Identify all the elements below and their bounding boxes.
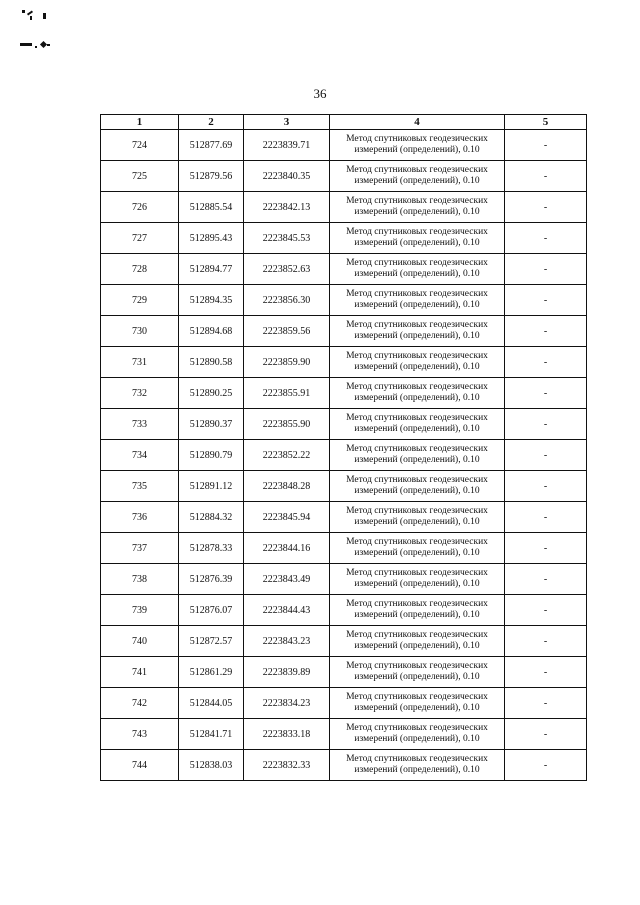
y-coordinate-cell: 2223833.18: [244, 719, 330, 750]
method-cell: [330, 440, 505, 471]
method-text-line: Метод спутниковых геодезических: [346, 598, 488, 609]
method-text-line: Метод спутниковых геодезических: [346, 412, 488, 423]
y-coordinate-cell: 2223856.30: [244, 285, 330, 316]
y-coordinate-cell: 2223844.16: [244, 533, 330, 564]
point-number-cell: 743: [101, 719, 179, 750]
method-text-line: Метод спутниковых геодезических: [346, 257, 488, 268]
note-cell: -: [505, 688, 587, 719]
method-cell: [330, 657, 505, 688]
note-cell: -: [505, 285, 587, 316]
table-row: [101, 161, 587, 192]
method-text-line: Метод спутниковых геодезических: [346, 474, 488, 485]
method-cell: [330, 223, 505, 254]
method-text-line: измерений (определений), 0.10: [354, 486, 480, 496]
method-cell: [330, 471, 505, 502]
point-number-cell: 737: [101, 533, 179, 564]
y-coordinate-cell: 2223834.23: [244, 688, 330, 719]
method-text-line: измерений (определений), 0.10: [354, 765, 480, 775]
point-number-cell: 742: [101, 688, 179, 719]
method-text-line: измерений (определений), 0.10: [354, 238, 480, 248]
table-row: [101, 316, 587, 347]
table-row: [101, 409, 587, 440]
x-coordinate-cell: 512876.07: [179, 595, 244, 626]
table-header-row: [101, 115, 587, 130]
method-text-line: измерений (определений), 0.10: [354, 455, 480, 465]
table-row: [101, 440, 587, 471]
x-coordinate-cell: 512838.03: [179, 750, 244, 781]
y-coordinate-cell: 2223852.22: [244, 440, 330, 471]
table-row: [101, 223, 587, 254]
scan-mark: [27, 10, 33, 15]
column-header: 5: [505, 115, 587, 130]
x-coordinate-cell: 512890.58: [179, 347, 244, 378]
table-row: [101, 192, 587, 223]
x-coordinate-cell: 512894.77: [179, 254, 244, 285]
table-row: [101, 130, 587, 161]
note-cell: -: [505, 378, 587, 409]
point-number-cell: 729: [101, 285, 179, 316]
method-cell: [330, 750, 505, 781]
note-cell: -: [505, 719, 587, 750]
point-number-cell: 728: [101, 254, 179, 285]
method-text-line: измерений (определений), 0.10: [354, 393, 480, 403]
point-number-cell: 740: [101, 626, 179, 657]
x-coordinate-cell: 512885.54: [179, 192, 244, 223]
method-text-line: Метод спутниковых геодезических: [346, 691, 488, 702]
method-text-line: измерений (определений), 0.10: [354, 548, 480, 558]
column-header: 1: [101, 115, 179, 130]
method-cell: [330, 285, 505, 316]
table-row: [101, 533, 587, 564]
y-coordinate-cell: 2223848.28: [244, 471, 330, 502]
method-cell: [330, 347, 505, 378]
x-coordinate-cell: 512841.71: [179, 719, 244, 750]
note-cell: -: [505, 564, 587, 595]
point-number-cell: 727: [101, 223, 179, 254]
point-number-cell: 738: [101, 564, 179, 595]
point-number-cell: 741: [101, 657, 179, 688]
table-row: [101, 626, 587, 657]
method-cell: [330, 316, 505, 347]
method-cell: [330, 533, 505, 564]
method-cell: [330, 161, 505, 192]
y-coordinate-cell: 2223859.90: [244, 347, 330, 378]
note-cell: -: [505, 130, 587, 161]
point-number-cell: 726: [101, 192, 179, 223]
table-row: [101, 254, 587, 285]
method-cell: [330, 688, 505, 719]
y-coordinate-cell: 2223855.90: [244, 409, 330, 440]
table-row: [101, 471, 587, 502]
note-cell: -: [505, 595, 587, 626]
note-cell: -: [505, 502, 587, 533]
scan-mark: [30, 16, 32, 20]
method-text-line: Метод спутниковых геодезических: [346, 629, 488, 640]
note-cell: -: [505, 471, 587, 502]
method-text-line: измерений (определений), 0.10: [354, 424, 480, 434]
x-coordinate-cell: 512876.39: [179, 564, 244, 595]
note-cell: -: [505, 409, 587, 440]
x-coordinate-cell: 512890.79: [179, 440, 244, 471]
y-coordinate-cell: 2223839.89: [244, 657, 330, 688]
point-number-cell: 730: [101, 316, 179, 347]
x-coordinate-cell: 512895.43: [179, 223, 244, 254]
note-cell: -: [505, 254, 587, 285]
y-coordinate-cell: 2223832.33: [244, 750, 330, 781]
table-row: [101, 347, 587, 378]
method-text-line: Метод спутниковых геодезических: [346, 350, 488, 361]
method-text-line: Метод спутниковых геодезических: [346, 164, 488, 175]
note-cell: -: [505, 657, 587, 688]
table-row: [101, 285, 587, 316]
scan-mark: [47, 44, 50, 46]
method-cell: [330, 564, 505, 595]
note-cell: -: [505, 161, 587, 192]
table-row: [101, 502, 587, 533]
note-cell: -: [505, 192, 587, 223]
coordinates-table: [100, 114, 587, 781]
y-coordinate-cell: 2223845.94: [244, 502, 330, 533]
x-coordinate-cell: 512894.68: [179, 316, 244, 347]
x-coordinate-cell: 512861.29: [179, 657, 244, 688]
x-coordinate-cell: 512872.57: [179, 626, 244, 657]
point-number-cell: 731: [101, 347, 179, 378]
y-coordinate-cell: 2223855.91: [244, 378, 330, 409]
method-text-line: Метод спутниковых геодезических: [346, 660, 488, 671]
y-coordinate-cell: 2223839.71: [244, 130, 330, 161]
method-text-line: Метод спутниковых геодезических: [346, 226, 488, 237]
method-text-line: Метод спутниковых геодезических: [346, 288, 488, 299]
x-coordinate-cell: 512878.33: [179, 533, 244, 564]
method-text-line: Метод спутниковых геодезических: [346, 133, 488, 144]
y-coordinate-cell: 2223859.56: [244, 316, 330, 347]
point-number-cell: 739: [101, 595, 179, 626]
method-text-line: измерений (определений), 0.10: [354, 734, 480, 744]
scan-mark: [35, 46, 37, 48]
point-number-cell: 724: [101, 130, 179, 161]
method-text-line: измерений (определений), 0.10: [354, 517, 480, 527]
column-header: 4: [330, 115, 505, 130]
point-number-cell: 735: [101, 471, 179, 502]
point-number-cell: 736: [101, 502, 179, 533]
point-number-cell: 744: [101, 750, 179, 781]
y-coordinate-cell: 2223843.23: [244, 626, 330, 657]
point-number-cell: 725: [101, 161, 179, 192]
note-cell: -: [505, 223, 587, 254]
y-coordinate-cell: 2223843.49: [244, 564, 330, 595]
method-text-line: измерений (определений), 0.10: [354, 579, 480, 589]
table-row: [101, 688, 587, 719]
method-text-line: Метод спутниковых геодезических: [346, 195, 488, 206]
method-text-line: Метод спутниковых геодезических: [346, 443, 488, 454]
method-cell: [330, 409, 505, 440]
method-text-line: измерений (определений), 0.10: [354, 300, 480, 310]
page-number: 36: [313, 86, 327, 101]
method-text-line: измерений (определений), 0.10: [354, 176, 480, 186]
column-header: 2: [179, 115, 244, 130]
x-coordinate-cell: 512894.35: [179, 285, 244, 316]
table-row: [101, 719, 587, 750]
scan-mark: [40, 41, 47, 48]
table-row: [101, 750, 587, 781]
scan-mark: [22, 10, 25, 13]
x-coordinate-cell: 512891.12: [179, 471, 244, 502]
x-coordinate-cell: 512879.56: [179, 161, 244, 192]
method-text-line: измерений (определений), 0.10: [354, 207, 480, 217]
note-cell: -: [505, 533, 587, 564]
x-coordinate-cell: 512890.37: [179, 409, 244, 440]
method-text-line: измерений (определений), 0.10: [354, 672, 480, 682]
method-cell: [330, 719, 505, 750]
x-coordinate-cell: 512844.05: [179, 688, 244, 719]
x-coordinate-cell: 512884.32: [179, 502, 244, 533]
y-coordinate-cell: 2223852.63: [244, 254, 330, 285]
method-text-line: измерений (определений), 0.10: [354, 641, 480, 651]
y-coordinate-cell: 2223845.53: [244, 223, 330, 254]
x-coordinate-cell: 512877.69: [179, 130, 244, 161]
method-text-line: измерений (определений), 0.10: [354, 703, 480, 713]
method-text-line: измерений (определений), 0.10: [354, 610, 480, 620]
table-row: [101, 657, 587, 688]
method-cell: [330, 595, 505, 626]
y-coordinate-cell: 2223840.35: [244, 161, 330, 192]
column-header: 3: [244, 115, 330, 130]
table-row: [101, 595, 587, 626]
table-row: [101, 378, 587, 409]
method-text-line: Метод спутниковых геодезических: [346, 753, 488, 764]
method-cell: [330, 502, 505, 533]
method-cell: [330, 192, 505, 223]
table-row: [101, 564, 587, 595]
point-number-cell: 734: [101, 440, 179, 471]
y-coordinate-cell: 2223842.13: [244, 192, 330, 223]
point-number-cell: 733: [101, 409, 179, 440]
scan-mark: [20, 43, 32, 46]
note-cell: -: [505, 440, 587, 471]
scan-mark: [43, 13, 46, 19]
point-number-cell: 732: [101, 378, 179, 409]
method-text-line: Метод спутниковых геодезических: [346, 722, 488, 733]
method-text-line: Метод спутниковых геодезических: [346, 567, 488, 578]
note-cell: -: [505, 750, 587, 781]
method-text-line: измерений (определений), 0.10: [354, 145, 480, 155]
x-coordinate-cell: 512890.25: [179, 378, 244, 409]
method-text-line: измерений (определений), 0.10: [354, 362, 480, 372]
note-cell: -: [505, 316, 587, 347]
y-coordinate-cell: 2223844.43: [244, 595, 330, 626]
note-cell: -: [505, 347, 587, 378]
method-cell: [330, 254, 505, 285]
method-cell: [330, 378, 505, 409]
method-cell: [330, 626, 505, 657]
method-text-line: измерений (определений), 0.10: [354, 331, 480, 341]
method-text-line: измерений (определений), 0.10: [354, 269, 480, 279]
method-cell: [330, 130, 505, 161]
method-text-line: Метод спутниковых геодезических: [346, 505, 488, 516]
note-cell: -: [505, 626, 587, 657]
method-text-line: Метод спутниковых геодезических: [346, 319, 488, 330]
method-text-line: Метод спутниковых геодезических: [346, 536, 488, 547]
method-text-line: Метод спутниковых геодезических: [346, 381, 488, 392]
